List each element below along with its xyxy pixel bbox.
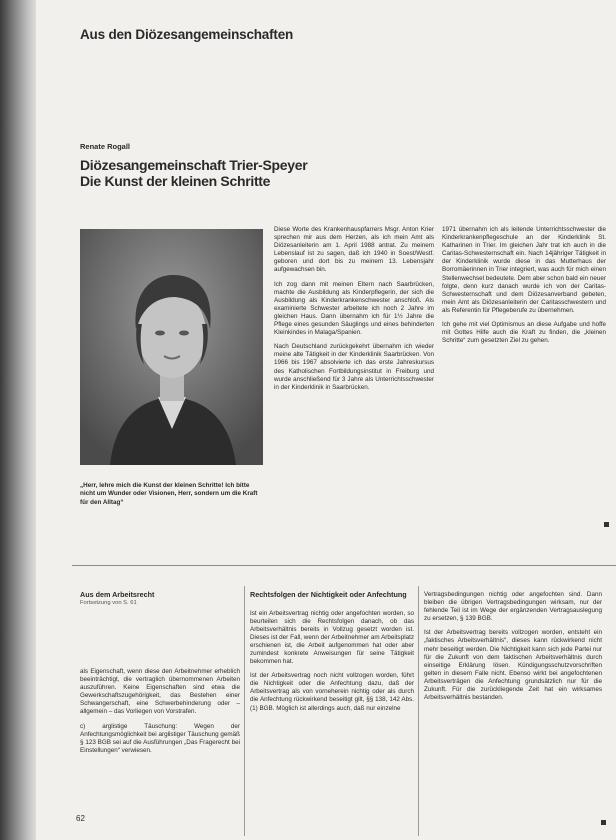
lower-left-text [80,668,240,761]
title-line-2: Die Kunst der kleinen Schritte [80,173,271,189]
page-number: 62 [76,814,85,823]
end-of-article-mark [601,820,606,825]
column-divider [244,586,245,836]
author-portrait [80,229,263,465]
continuation-note: Fortsetzung von S. 61 [80,599,137,606]
lower-middle-column [250,591,414,719]
paragraph: Ist ein Arbeitsvertrag nichtig oder angefochten worden, so beurteilen sich die Rechtsfolgen danach, ob das Arbeitsverhältnis bereits in Vollzug gesetzt worden ist. Dieses ist der Fall, wenn der Arbeitnehmer am Arbeitsplatz erschienen ist, die Arbeit aufgenommen hat oder aber zumindest konkrete Anweisungen für seine Tätigkeit bekommen hat. [250,609,414,666]
article-column-2 [274,226,434,398]
paragraph: 1971 übernahm ich als leitende Unterrichtsschwester die Kinderkrankenpflegeschule an der Kinderklinik St. Katharinen in Trier. Im gleichen Jahr trat ich auch in die Caritas-Schwesternschaft ein. Nach 14jähriger Tätigkeit in der Kinderklinik wurde diese in das Mutterhaus der Borromäerinnen in Trier integriert, was auch für mich einen Stellenwechsel bedeutete. Dem aber schon bald ein neuer folgte, denn kurz danach wurde ich von der Caritas-Schwesternschaft und dem Diözesanverband gebeten, mein Amt als Diözesanleiterin der Caritasschwestern und als Referentin für Pflegeberufe zu übernehmen. [442,226,606,314]
paragraph: Nach Deutschland zurückgekehrt übernahm ich wieder meine alte Tätigkeit in der Kinderklinik Saarbrücken. Von 1966 bis 1967 absolvierte ich das erste Jahreskursus des Katholischen Fortbildungsinstitut in Freiburg und wurde anschließend für 3 Jahre als Unterrichtsschwester in der Kinderklinik in Saarbrücken. [274,343,434,391]
paragraph: Diese Worte des Krankenhauspfarrers Msgr. Anton Krier sprechen mir aus dem Herzen, als ich mein Amt als Diözesanleiterin am 1. April 1988 antrat. Zu meinem Lebenslauf ist zu sagen, daß ich 1940 in Soest/Westf. geboren und dort bis zu meinem 13. Lebensjahr aufgewachsen bin. [274,226,434,274]
paragraph: Ist der Arbeitsvertrag bereits vollzogen worden, entsteht ein „faktisches Arbeitsverhältnis“, dieses kann rückwirkend nicht mehr beseitigt werden. Die Nichtigkeit kann sich jede Partei nur für die Zukunft von dem faktischen Arbeitsverhältnis durch einseitige Erklärung lösen. Kündigungsschutzvorschriften gelten in diesem Falle nicht. Ebenso wirkt bei angefochtenen Arbeitsverträgen die Anfechtung grundsätzlich nur für die Zukunft. Für die zurückliegende Zeit hat ein wirksames Arbeitsverhältnis bestanden. [424,629,602,702]
article-column-3 [442,226,606,351]
magazine-page [36,0,616,840]
section-divider [72,565,616,566]
section-header: Aus den Diözesangemeinschaften [80,27,294,42]
paragraph: Ich zog dann mit meinen Eltern nach Saarbrücken, machte die Ausbildung als Kinderpflegerin, der sich die Ausbildung als Kinderkrankenschwester anschloß. Als examinierte Schwester arbeitete ich noch 2 Jahre im gleichen Haus. Dann übernahm ich für 1½ Jahre die Pflege eines gesunden Säuglings und eines behinderten Kleinkindes in Malaga/Spanien. [274,280,434,337]
end-of-article-mark [604,522,609,527]
lower-left-column [80,591,240,606]
lower-middle-title: Rechtsfolgen der Nichtigkeit oder Anfechtung [250,590,407,599]
paragraph: Ich gehe mit viel Optimismus an diese Aufgabe und hoffe mit Gottes Hilfe auch die Kraft zu finden, die „kleinen Schritte“ zum gesetzten Ziel zu gehen. [442,321,606,345]
lower-left-title: Aus dem Arbeitsrecht [80,590,155,599]
column-divider [418,586,419,836]
paragraph: als Eigenschaft, wenn diese den Arbeitnehmer erheblich beeinträchtigt, die vertraglich übernommenen Arbeiten auszuführen. Keine Eigenschaften sind etwa die Gewerkschaftszugehörigkeit, das Bestehen einer Schwangerschaft, eine Schwerbehinderung oder – allgemein – das Vorliegen von Vorstrafen. [80,668,240,716]
paragraph: c) arglistige Täuschung: Wegen der Anfechtungsmöglichkeit bei arglistiger Täuschung gemäß § 123 BGB sei auf die Ausführungen „Das Fragerecht bei Einstellungen“ verwiesen. [80,722,240,754]
paragraph: Vertragsbedingungen nichtig oder angefochten sind. Dann bleiben die übrigen Vertragsbedingungen wirksam, nur der fehlende Teil ist im Wege der ergänzenden Vertragsauslegung zu ersetzen, § 139 BGB. [424,591,602,623]
photo-caption: „Herr, lehre mich die Kunst der kleinen Schritte! Ich bitte nicht um Wunder oder Visionen, Herr, sondern um die Kraft für den Alltag“ [80,482,258,506]
title-line-1: Diözesangemeinschaft Trier-Speyer [80,157,308,173]
lower-middle-text [250,610,414,713]
paragraph: Ist der Arbeitsvertrag noch nicht vollzogen worden, führt die Nichtigkeit oder die Anfechtung dazu, daß der Arbeitsvertrag als von vorneherein nichtig oder als durch die Anfechtung rückwirkend beseitigt gilt, §§ 138, 142 Abs. (1) BGB. Möglich ist allerdings auch, daß nur einzelne [250,672,414,712]
lower-right-column [424,591,602,708]
portrait-illustration [80,229,263,465]
binding-spine [0,0,36,840]
article-title [80,157,307,189]
article-author: Renate Rogall [80,142,131,151]
